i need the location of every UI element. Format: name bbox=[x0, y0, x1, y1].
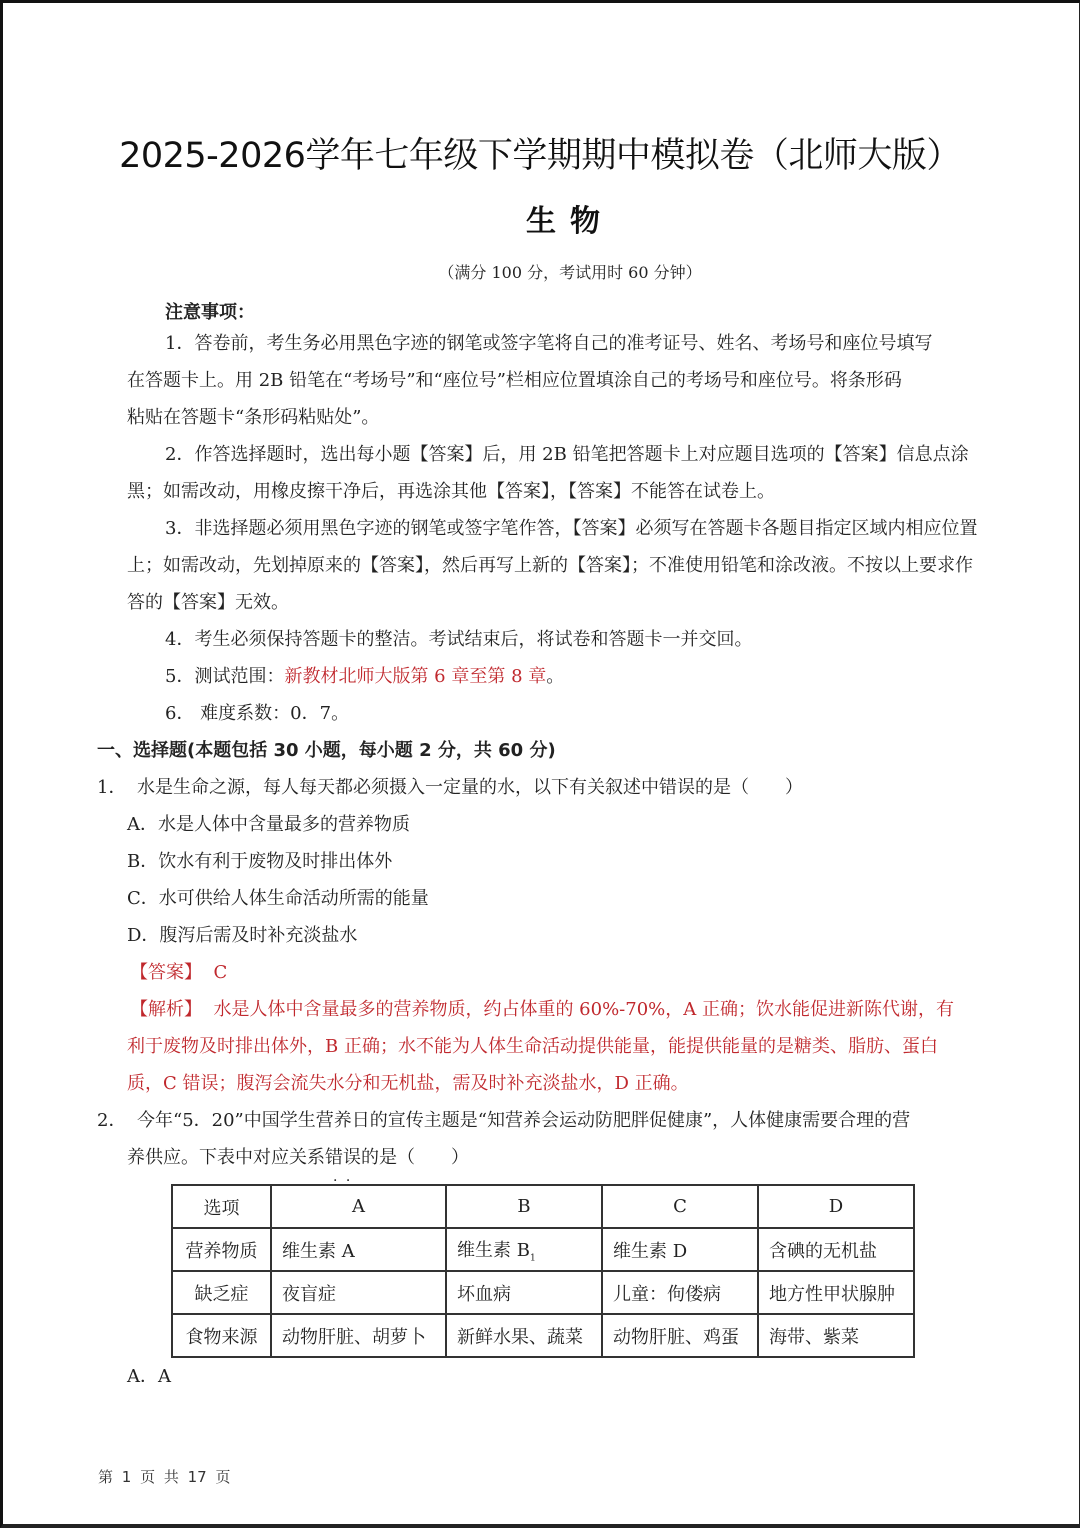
test-scope-label: 5．测试范围： bbox=[165, 666, 285, 687]
vitamin-b-text: 维生素 B bbox=[457, 1239, 530, 1261]
table-header-cell: B bbox=[446, 1185, 602, 1228]
table-header-cell: D bbox=[758, 1185, 914, 1228]
table-cell bbox=[446, 1228, 602, 1271]
question-1-stem: 水是生命之源，每人每天都必须摄入一定量的水，以下有关叙述中错误的是（ ） bbox=[137, 777, 803, 798]
notice-heading: 注意事项： bbox=[165, 302, 255, 323]
notice-item-1-line-2: 在答题卡上。用 2B 铅笔在“考场号”和“座位号”栏相应位置填涂自己的考场号和座位号。将条形码 bbox=[127, 370, 902, 391]
nutrition-table bbox=[171, 1184, 915, 1358]
table-cell: 维生素 D bbox=[602, 1228, 758, 1271]
notice-item-2-line-1: 2．作答选择题时，选出每小题【答案】后，用 2B 铅笔把答题卡上对应题目选项的【答案】信息点涂 bbox=[165, 444, 969, 465]
table-row bbox=[172, 1314, 914, 1357]
notice-item-3-line-1: 3．非选择题必须用黑色字迹的钢笔或签字笔作答，【答案】必须写在答题卡各题目指定区域内相应位置 bbox=[165, 518, 978, 539]
notice-item-1-line-1: 1．答卷前，考生务必用黑色字迹的钢笔或签字笔将自己的准考证号、姓名、考场号和座位号填写 bbox=[165, 333, 933, 354]
notice-item-5 bbox=[165, 658, 564, 695]
question-1-option-b: B．饮水有利于废物及时排出体外 bbox=[127, 851, 393, 872]
question-2-number: 2． bbox=[97, 1110, 127, 1131]
table-cell: 海带、紫菜 bbox=[758, 1314, 914, 1357]
table-cell: 维生素 A bbox=[271, 1228, 446, 1271]
table-cell: 夜盲症 bbox=[271, 1271, 446, 1314]
table-row bbox=[172, 1228, 914, 1271]
page-number: 第 1 页 共 17 页 bbox=[98, 1468, 231, 1486]
notice-item-2-line-2: 黑；如需改动，用橡皮擦干净后，再选涂其他【答案】，【答案】不能答在试卷上。 bbox=[127, 481, 775, 502]
table-header-cell: C bbox=[602, 1185, 758, 1228]
notice-item-4: 4．考生必须保持答题卡的整洁。考试结束后，将试卷和答题卡一并交回。 bbox=[165, 629, 753, 650]
exam-info: （满分 100 分，考试用时 60 分钟） bbox=[438, 263, 702, 282]
table-cell: 含碘的无机盐 bbox=[758, 1228, 914, 1271]
notice-item-3-line-3: 答的【答案】无效。 bbox=[127, 592, 289, 613]
subject-heading: 生物 bbox=[526, 204, 614, 239]
table-header-cell: A bbox=[271, 1185, 446, 1228]
question-1-answer bbox=[130, 954, 227, 991]
stem-text: 养供应。下表中对应关系 bbox=[127, 1147, 325, 1168]
table-cell: 新鲜水果、蔬菜 bbox=[446, 1314, 602, 1357]
table-cell: 儿童：佝偻病 bbox=[602, 1271, 758, 1314]
question-2-stem-line-1: 今年“5．20”中国学生营养日的宣传主题是“知营养会运动防肥胖促健康”，人体健康需要合理的营 bbox=[137, 1110, 911, 1131]
table-cell: 地方性甲状腺肿 bbox=[758, 1271, 914, 1314]
section-heading: 一、选择题(本题包括 30 小题，每小题 2 分，共 60 分) bbox=[97, 740, 556, 761]
page-title: 2025-2026学年七年级下学期期中模拟卷（北师大版） bbox=[119, 136, 961, 176]
question-1-analysis-line-1 bbox=[130, 991, 954, 1028]
notice-item-1-line-3: 粘贴在答题卡“条形码粘贴处”。 bbox=[127, 407, 380, 428]
table-cell: 缺乏症 bbox=[172, 1271, 271, 1314]
question-1-number: 1． bbox=[97, 777, 127, 798]
question-2-option-a: A．A bbox=[127, 1366, 171, 1387]
question-1-option-d: D．腹泻后需及时补充淡盐水 bbox=[127, 925, 358, 946]
question-1-analysis-line-2: 利于废物及时排出体外，B 正确；水不能为人体生命活动提供能量，能提供能量的是糖类、脂肪、蛋白 bbox=[127, 1036, 938, 1057]
answer-value: C bbox=[213, 962, 228, 983]
table-header-row bbox=[172, 1185, 914, 1228]
emphasis-text: 错误 · · bbox=[325, 1147, 361, 1168]
notice-item-3-line-2: 上；如需改动，先划掉原来的【答案】，然后再写上新的【答案】；不准使用铅笔和涂改液。不按以上要求作 bbox=[127, 555, 973, 576]
analysis-text: 水是人体中含量最多的营养物质，约占体重的 60%-70%，A 正确；饮水能促进新陈代谢，有 bbox=[213, 999, 954, 1020]
table-cell: 动物肝脏、胡萝卜 bbox=[271, 1314, 446, 1357]
answer-label: 【答案】 bbox=[130, 962, 202, 983]
question-1-option-a: A．水是人体中含量最多的营养物质 bbox=[127, 814, 410, 835]
table-row bbox=[172, 1271, 914, 1314]
table-cell: 坏血病 bbox=[446, 1271, 602, 1314]
question-1-analysis-line-3: 质，C 错误；腹泻会流失水分和无机盐，需及时补充淡盐水，D 正确。 bbox=[127, 1073, 689, 1094]
table-cell: 食物来源 bbox=[172, 1314, 271, 1357]
notice-item-6: 6． 难度系数：0．7。 bbox=[165, 703, 350, 724]
analysis-label: 【解析】 bbox=[130, 999, 202, 1020]
table-cell: 动物肝脏、鸡蛋 bbox=[602, 1314, 758, 1357]
test-scope-value: 新教材北师大版第 6 章至第 8 章 bbox=[284, 666, 547, 687]
test-scope-suffix: 。 bbox=[546, 666, 565, 687]
table-cell: 营养物质 bbox=[172, 1228, 271, 1271]
question-2-stem-line-2 bbox=[127, 1139, 469, 1176]
subscript: 1 bbox=[529, 1253, 536, 1264]
table-header-cell: 选项 bbox=[172, 1185, 271, 1228]
stem-text-end: 的是（ ） bbox=[361, 1147, 469, 1168]
question-1-option-c: C．水可供给人体生命活动所需的能量 bbox=[127, 888, 429, 909]
